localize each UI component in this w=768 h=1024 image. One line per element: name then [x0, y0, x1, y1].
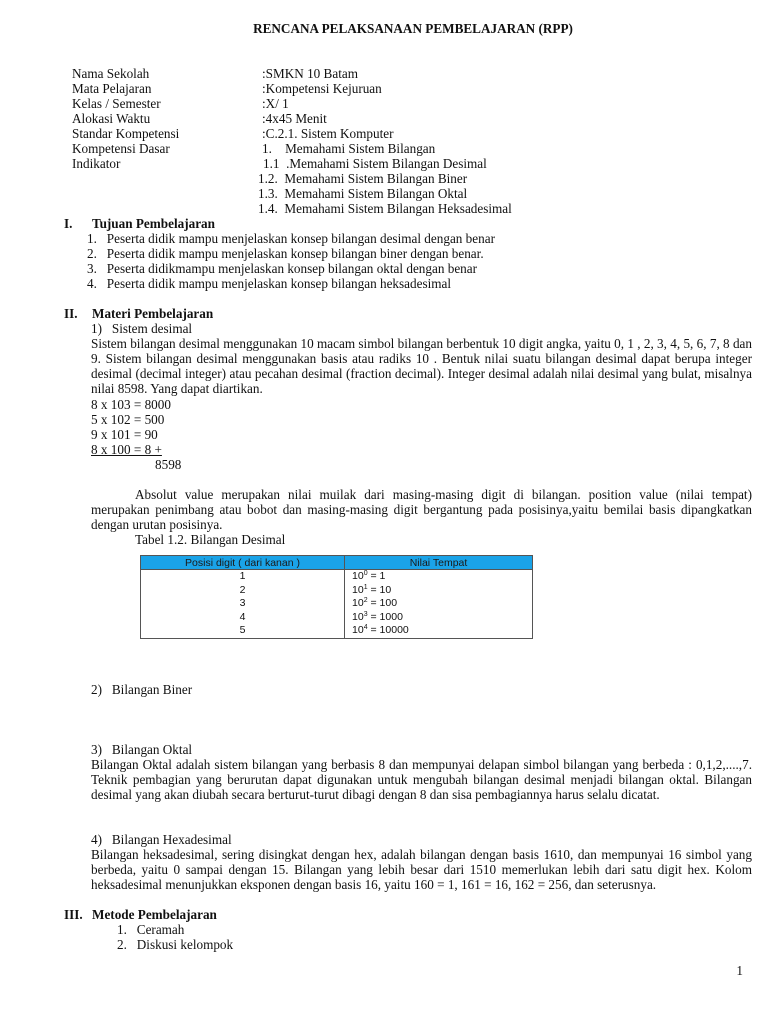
indikator-1-4: 1.4. Memahami Sistem Bilangan Heksadesimal [258, 201, 512, 216]
cell-posisi: 3 [141, 597, 345, 611]
value-nama-sekolah: :SMKN 10 Batam [262, 66, 358, 81]
cell-posisi: 1 [141, 570, 345, 584]
section-1-numeral: I. [64, 216, 73, 231]
cell-nilai: $10^0 = 1$ [345, 570, 533, 584]
value-indikator: 1.1 .Memahami Sistem Bilangan Desimal [263, 156, 487, 171]
sub-hexa-title: 4) Bilangan Hexadesimal [91, 832, 232, 847]
table-row [141, 611, 533, 625]
cell-nilai: $10^2 = 100$ [345, 597, 533, 611]
cell-nilai: $10^3 = 1000$ [345, 611, 533, 625]
cell-nilai: $10^1 = 10$ [345, 584, 533, 598]
cell-posisi: 5 [141, 624, 345, 638]
tujuan-item-3: 3. Peserta didikmampu menjelaskan konsep bilangan oktal dengan benar [87, 261, 478, 276]
calc-result: 8598 [155, 457, 182, 472]
label-mata-pelajaran: Mata Pelajaran [72, 81, 152, 96]
tujuan-item-2: 2. Peserta didik mampu menjelaskan konsep bilangan biner dengan benar. [87, 246, 484, 261]
section-2-title: Materi Pembelajaran [92, 306, 214, 321]
label-standar-kompetensi: Standar Kompetensi [72, 126, 180, 141]
page-title: RENCANA PELAKSANAAN PEMBELAJARAN (RPP) [253, 21, 573, 36]
tujuan-item-4: 4. Peserta didik mampu menjelaskan konsep bilangan heksadesimal [87, 276, 452, 291]
value-mata-pelajaran: :Kompetensi Kejuruan [262, 81, 382, 96]
absolut-paragraph: Absolut value merupakan nilai muilak dari masing-masing digit di bilangan. position value (nilai tempat) merupakan penimbang atau bobot dan masing-masing digit bergantung pada posisinya,yaitu bemilai basis dipangkatkan dengan urutan posisinya. [91, 487, 752, 532]
section-2-numeral: II. [64, 306, 78, 321]
value-standar-kompetensi: :C.2.1. Sistem Komputer [262, 126, 394, 141]
sub-biner-title: 2) Bilangan Biner [91, 682, 193, 697]
table-header-row [141, 556, 533, 570]
value-kompetensi-dasar: 1. Memahami Sistem Bilangan [262, 141, 436, 156]
table-row [141, 624, 533, 638]
section-1-title: Tujuan Pembelajaran [92, 216, 215, 231]
section-3-numeral: III. [64, 907, 83, 922]
table-caption: Tabel 1.2. Bilangan Desimal [135, 532, 286, 547]
sub-oktal-title: 3) Bilangan Oktal [91, 742, 193, 757]
calc-line-2: 5 x 102 = 500 [91, 412, 165, 427]
sub-oktal-paragraph: Bilangan Oktal adalah sistem bilangan yang berbasis 8 dan mempunyai delapan simbol bilangan yang berbeda : 0,1,2,....,7. Teknik pembagian yang berurutan dapat digunakan untuk mengubah bilangan desimal menjadi bilangan oktal. Bilangan desimal yang akan diubah secara berturut-turut dibagi dengan 8 dan sisa pembagiannya harus selalu dicatat. [91, 757, 752, 802]
indikator-1-3: 1.3. Memahami Sistem Bilangan Oktal [258, 186, 468, 201]
sub-desimal-paragraph: Sistem bilangan desimal menggunakan 10 macam simbol bilangan berbentuk 10 digit angka, yaitu 0, 1 , 2, 3, 4, 5, 6, 7, 8 dan 9. Sistem bilangan desimal menggunakan basis atau radiks 10 . Bentuk nilai suatu bilangan desimal dapat berupa integer desimal (decimal integer) atau pecahan desimal (fraction decimal). Integer desimal adalah nilai desimal yang bulat, misalnya nilai 8598. Yang dapat diartikan. [91, 336, 752, 396]
nilai-tempat-table [140, 555, 533, 639]
label-nama-sekolah: Nama Sekolah [72, 66, 150, 81]
table-row [141, 570, 533, 584]
cell-nilai: $10^4 = 10000$ [345, 624, 533, 638]
label-indikator: Indikator [72, 156, 121, 171]
header-posisi-digit: Posisi digit ( dari kanan ) [141, 556, 345, 570]
cell-posisi: 2 [141, 584, 345, 598]
calc-line-3: 9 x 101 = 90 [91, 427, 158, 442]
tujuan-item-1: 1. Peserta didik mampu menjelaskan konsep bilangan desimal dengan benar [87, 231, 495, 246]
sub-desimal-title: 1) Sistem desimal [91, 321, 193, 336]
label-alokasi-waktu: Alokasi Waktu [72, 111, 151, 126]
sub-hexa-paragraph: Bilangan heksadesimal, sering disingkat dengan hex, adalah bilangan dengan basis 1610, dan mempunyai 16 simbol yang berbeda, yaitu 0 sampai dengan 15. Bilangan yang lebih besar dari 1510 memerlukan lebih dari satu digit hex. Kolom heksadesimal menunjukkan eksponen dengan basis 16, yaitu 160 = 1, 161 = 16, 162 = 256, dan seterusnya. [91, 847, 752, 892]
cell-posisi: 4 [141, 611, 345, 625]
value-kelas-semester: :X/ 1 [262, 96, 289, 111]
calc-line-4: 8 x 100 = 8 + [91, 442, 162, 457]
label-kelas-semester: Kelas / Semester [72, 96, 161, 111]
calc-line-1: 8 x 103 = 8000 [91, 397, 171, 412]
table-row [141, 597, 533, 611]
section-3-title: Metode Pembelajaran [92, 907, 217, 922]
header-nilai-tempat: Nilai Tempat [345, 556, 533, 570]
metode-item-2: 2. Diskusi kelompok [117, 937, 234, 952]
label-kompetensi-dasar: Kompetensi Dasar [72, 141, 170, 156]
value-alokasi-waktu: :4x45 Menit [262, 111, 327, 126]
indikator-1-2: 1.2. Memahami Sistem Bilangan Biner [258, 171, 468, 186]
metode-item-1: 1. Ceramah [117, 922, 185, 937]
table-row [141, 584, 533, 598]
page-number: 1 [736, 963, 743, 978]
